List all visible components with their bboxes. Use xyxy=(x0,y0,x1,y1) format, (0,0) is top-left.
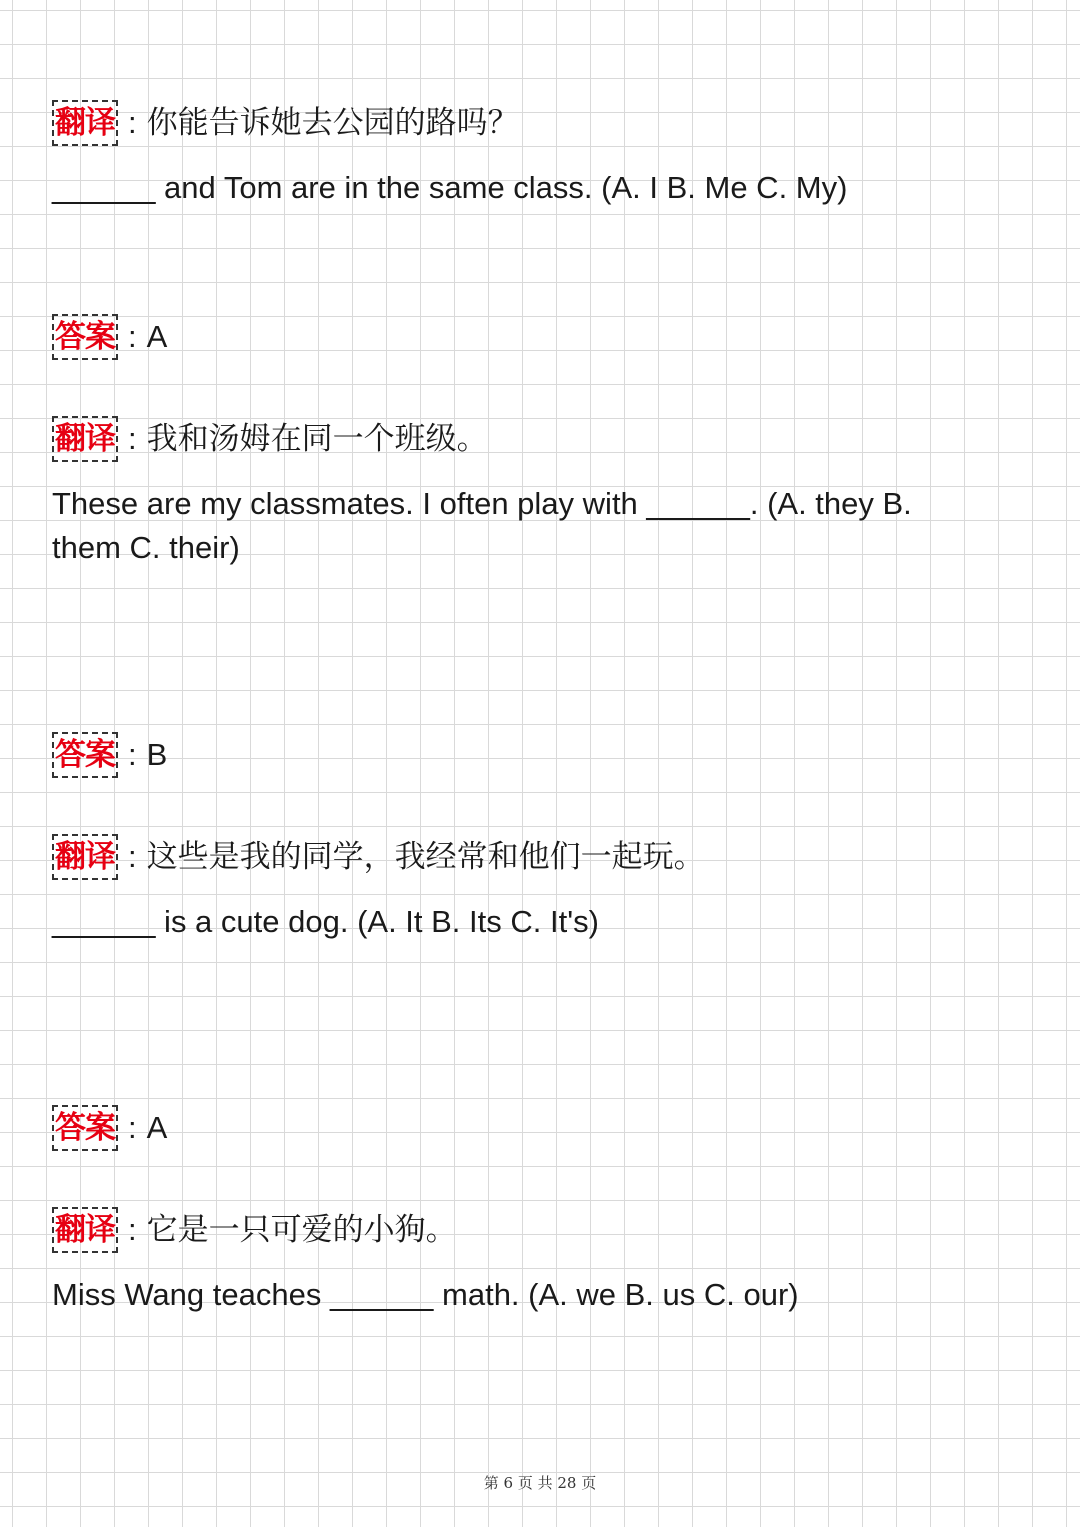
translation-line: 翻译 : 你能告诉她去公园的路吗？ xyxy=(52,100,519,146)
answer-text: A xyxy=(146,1110,168,1145)
question-text: ______ is a cute dog. (A. It B. Its C. It's) xyxy=(52,904,599,939)
answer-label: 答案 xyxy=(52,314,118,360)
translation-label: 翻译 xyxy=(52,100,118,146)
answer-label: 答案 xyxy=(52,732,118,778)
translation-line: 翻译 : 我和汤姆在同一个班级。 xyxy=(52,416,488,462)
translation-text: 这些是我的同学，我经常和他们一起玩。 xyxy=(146,839,705,874)
answer-text: B xyxy=(146,737,168,772)
translation-text: 我和汤姆在同一个班级。 xyxy=(146,421,488,456)
answer-line: 答案 : B xyxy=(52,732,167,778)
translation-text: 它是一只可爱的小狗。 xyxy=(146,1212,457,1247)
translation-label: 翻译 xyxy=(52,834,118,880)
answer-label: 答案 xyxy=(52,1105,118,1151)
question-text: Miss Wang teaches ______ math. (A. we B. us C. our) xyxy=(52,1277,799,1312)
translation-line: 翻译 : 它是一只可爱的小狗。 xyxy=(52,1207,457,1253)
answer-line: 答案 : A xyxy=(52,314,167,360)
page-footer: 第 6 页 共 28 页 xyxy=(483,1474,597,1492)
translation-text: 你能告诉她去公园的路吗？ xyxy=(146,105,519,140)
question-text: These are my classmates. I often play with ______. (A. they B. them C. their) xyxy=(52,486,912,565)
translation-line: 翻译 : 这些是我的同学，我经常和他们一起玩。 xyxy=(52,834,705,880)
question-text: ______ and Tom are in the same class. (A. I B. Me C. My) xyxy=(52,170,848,205)
answer-text: A xyxy=(146,319,168,354)
answer-line: 答案 : A xyxy=(52,1105,167,1151)
translation-label: 翻译 xyxy=(52,1207,118,1253)
translation-label: 翻译 xyxy=(52,416,118,462)
